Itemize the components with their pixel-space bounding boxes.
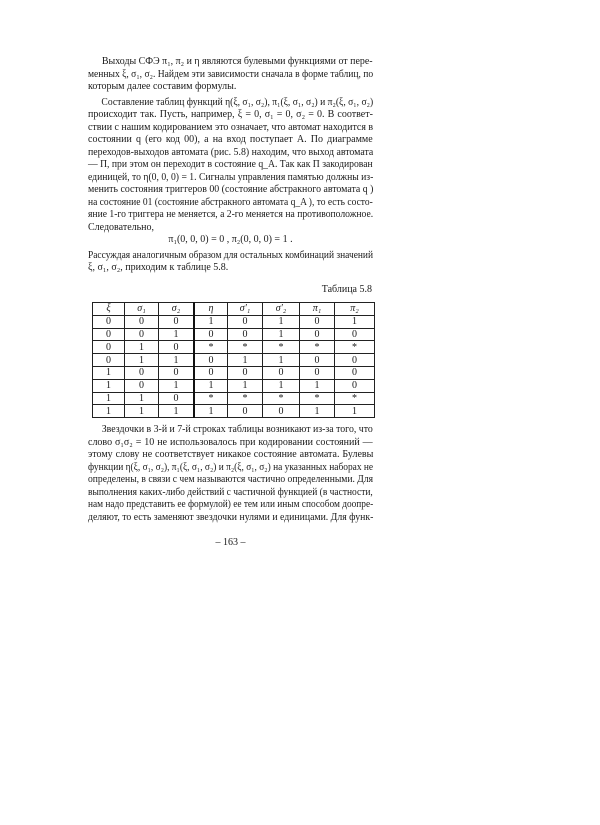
table-cell: 1 <box>125 392 159 405</box>
table-cell: 1 <box>93 392 125 405</box>
table-cell: 0 <box>125 379 159 392</box>
table-row <box>93 341 375 354</box>
table-cell: 0 <box>125 328 159 341</box>
text-line: этому слову не соответствует никакое состояние автомата. Булевы <box>88 449 374 460</box>
table-cell: 0 <box>335 354 375 367</box>
text-line: слово σ₁σ₂ = 10 не использовалось при кодировании состояний — <box>88 436 373 448</box>
text-line: которым далее составим формулы. <box>88 81 237 92</box>
table-cell: * <box>194 341 228 354</box>
table-cell: 1 <box>335 315 375 328</box>
page-number: – 163 – <box>215 537 246 548</box>
table-cell: 0 <box>159 392 195 405</box>
text-line: Составление таблиц функций η(ξ, σ₁, σ₂), π₁(ξ, σ₁, σ₂) и π₂(ξ, σ₁, σ₂) <box>101 96 374 108</box>
table-cell: * <box>335 392 375 405</box>
table-cell: 0 <box>300 328 335 341</box>
table-cell: 0 <box>228 405 263 418</box>
table-cell: 0 <box>159 315 195 328</box>
table-cell: 1 <box>300 405 335 418</box>
text-line: деляют, то есть заменяют звездочки нулями и единицами. Для функ- <box>88 511 374 523</box>
table-cell: 0 <box>300 354 335 367</box>
table-cell: 1 <box>263 328 300 341</box>
text-line: Следовательно, <box>88 221 155 233</box>
table-cell: * <box>228 341 263 354</box>
table-cell: 0 <box>228 328 263 341</box>
column-header: π₁ <box>300 303 335 316</box>
table-cell: 0 <box>93 328 125 341</box>
table-row <box>93 315 375 328</box>
table-cell: 0 <box>93 341 125 354</box>
table-cell: 1 <box>93 366 125 379</box>
table-cell: 1 <box>228 354 263 367</box>
table-cell: 0 <box>125 315 159 328</box>
table-cell: 0 <box>335 379 375 392</box>
table-row <box>93 328 375 341</box>
table-cell: 1 <box>263 315 300 328</box>
table-cell: 1 <box>263 354 300 367</box>
text-line: Рассуждая аналогичным образом для остальных комбинаций значений <box>88 249 374 261</box>
table-cell: 1 <box>159 379 195 392</box>
table-row <box>93 366 375 379</box>
truth-table <box>92 302 375 418</box>
table-row <box>93 405 375 418</box>
text-line: ствии с нашим кодированием это означает, что автомат находится в <box>88 121 374 133</box>
table-cell: * <box>300 341 335 354</box>
column-header: σ₁ <box>125 303 159 316</box>
table-cell: 1 <box>93 405 125 418</box>
table-cell: * <box>228 392 263 405</box>
text-line: Выходы СФЭ π₁, π₂ и η являются булевыми функциями от пере- <box>101 56 373 67</box>
column-header: σ′₂ <box>263 303 300 316</box>
table-cell: 1 <box>125 405 159 418</box>
table-cell: 1 <box>335 405 375 418</box>
table-cell: 0 <box>228 366 263 379</box>
table-cell: * <box>194 392 228 405</box>
text-line: ξ, σ₁, σ₂, приходим к таблице 5.8. <box>88 262 229 273</box>
table-body <box>93 315 375 417</box>
table-cell: 0 <box>335 366 375 379</box>
text-line: определены, в связи с чем называются частично определенными. Для <box>88 474 374 485</box>
table-cell: 1 <box>194 315 228 328</box>
table-row <box>93 354 375 367</box>
text-line: менить состояния триггеров 00 (состояние абстракного автомата q ) <box>88 184 374 195</box>
text-line: нам надо представить ее формулой) ее тем или иным способом доопре- <box>88 499 374 510</box>
text-line: выполнения каких-либо действий с частичной функцией (в частности, <box>88 486 373 498</box>
table-cell: 1 <box>194 405 228 418</box>
text-line: переходов-выходов автомата (рис. 5.8) находим, что выход автомата <box>88 146 374 158</box>
text-line: состоянии q (его код 00), а на вход поступает A. По диаграмме <box>88 134 373 145</box>
table-cell: 0 <box>263 405 300 418</box>
table-cell: * <box>263 392 300 405</box>
table-cell: 0 <box>93 354 125 367</box>
column-header: σ′₁ <box>228 303 263 316</box>
table-cell: * <box>263 341 300 354</box>
table-cell: * <box>335 341 375 354</box>
column-header: σ₂ <box>159 303 195 316</box>
table-cell: * <box>300 392 335 405</box>
table-cell: 0 <box>194 328 228 341</box>
column-header: π₂ <box>335 303 375 316</box>
table-cell: 1 <box>93 379 125 392</box>
table-caption: Таблица 5.8 <box>321 284 372 295</box>
table-cell: 0 <box>300 366 335 379</box>
table-cell: 1 <box>159 328 195 341</box>
table-cell: 1 <box>159 354 195 367</box>
table-cell: 0 <box>159 341 195 354</box>
table-cell: 1 <box>125 341 159 354</box>
text-line: на состояние 01 (состояние абстракного автомата q_A ), то есть состо- <box>88 196 373 208</box>
table-cell: 0 <box>159 366 195 379</box>
text-line: единицей, то η(0, 0, 0) = 1. Сигналы управления памятью должны из- <box>88 171 374 183</box>
table-cell: 1 <box>228 379 263 392</box>
table-cell: 1 <box>263 379 300 392</box>
table-cell: 0 <box>125 366 159 379</box>
table-row <box>93 392 375 405</box>
table-cell: 1 <box>194 379 228 392</box>
table-cell: 0 <box>228 315 263 328</box>
table-cell: 1 <box>300 379 335 392</box>
column-header: η <box>194 303 228 316</box>
table-cell: 1 <box>159 405 195 418</box>
text-line: менных ξ, σ₁, σ₂. Найдем эти зависимости сначала в форме таблиц, по <box>88 68 374 80</box>
table-cell: 1 <box>125 354 159 367</box>
table-cell: 0 <box>335 328 375 341</box>
text-line: функции η(ξ, σ₁, σ₂), π₁(ξ, σ₁, σ₂) и π₂(ξ, σ₁, σ₂) на указанных наборах не <box>88 461 374 473</box>
table-cell: 0 <box>263 366 300 379</box>
table-row <box>93 379 375 392</box>
text-line: π₁(0, 0, 0) = 0 , π₂(0, 0, 0) = 1 . <box>168 234 293 245</box>
text-line: яние 1-го триггера не меняется, а 2-го меняется на противоположное. <box>88 209 374 220</box>
table-cell: 0 <box>194 366 228 379</box>
text-line: Звездочки в 3-й и 7-й строках таблицы возникают из-за того, что <box>101 424 373 435</box>
text-line: происходит так. Пусть, например, ξ = 0, σ₁ = 0, σ₂ = 0. В соответ- <box>88 109 373 120</box>
table-cell: 0 <box>93 315 125 328</box>
table-header-row <box>93 303 375 316</box>
column-header: ξ <box>93 303 125 316</box>
table-cell: 0 <box>194 354 228 367</box>
text-line: — П, при этом он переходит в состояние q_A. Так как П закодирован <box>88 159 373 170</box>
table-cell: 0 <box>300 315 335 328</box>
